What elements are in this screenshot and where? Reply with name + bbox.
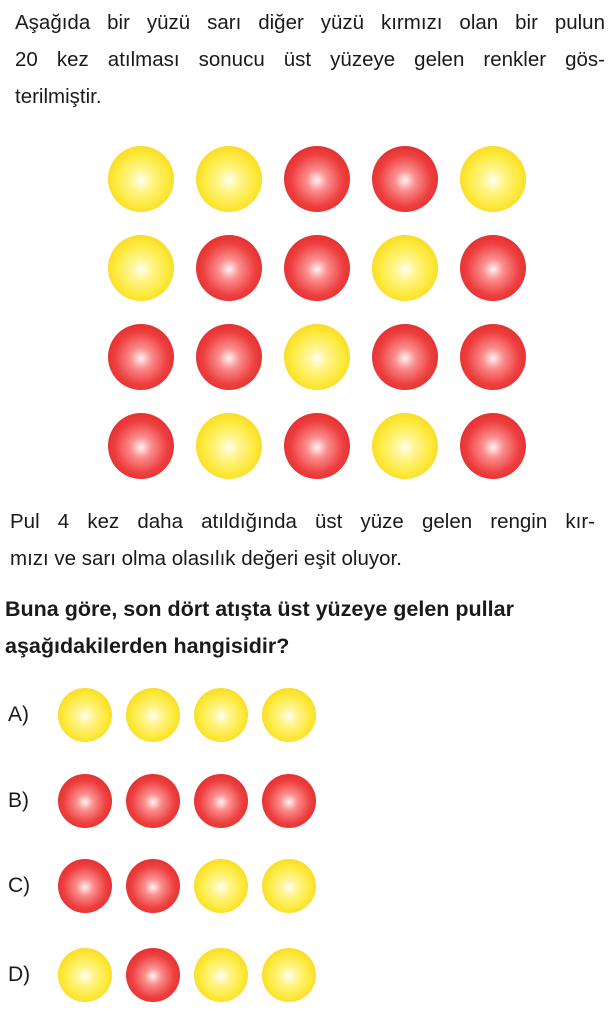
- question-text: [5, 591, 605, 665]
- red-coin-icon: [58, 774, 112, 828]
- red-coin-icon: [262, 774, 316, 828]
- yellow-coin-icon: [126, 688, 180, 742]
- option-b-coins: [58, 774, 316, 828]
- intro-line-2: 20 kez atılması sonucu üst yüzeye gelen renkler gös-: [15, 48, 605, 71]
- option-b-label: B): [8, 789, 29, 812]
- red-coin-icon: [284, 146, 350, 212]
- yellow-coin-icon: [372, 235, 438, 301]
- option-a-coins: [58, 688, 316, 742]
- red-coin-icon: [196, 235, 262, 301]
- intro-line-3: terilmiştir.: [15, 85, 102, 108]
- yellow-coin-icon: [262, 859, 316, 913]
- yellow-coin-icon: [108, 146, 174, 212]
- yellow-coin-icon: [196, 413, 262, 479]
- red-coin-icon: [108, 413, 174, 479]
- red-coin-icon: [372, 146, 438, 212]
- red-coin-icon: [58, 859, 112, 913]
- option-b[interactable]: [8, 774, 316, 828]
- red-coin-icon: [196, 324, 262, 390]
- red-coin-icon: [126, 774, 180, 828]
- option-c[interactable]: [8, 859, 316, 913]
- red-coin-icon: [284, 235, 350, 301]
- option-a-label: A): [8, 703, 29, 726]
- statement-line-1: Pul 4 kez daha atıldığında üst yüze gelen rengin kır-: [10, 510, 595, 533]
- statement-line-2: mızı ve sarı olma olasılık değeri eşit oluyor.: [10, 547, 402, 570]
- yellow-coin-icon: [262, 688, 316, 742]
- red-coin-icon: [460, 324, 526, 390]
- red-coin-icon: [284, 413, 350, 479]
- option-d[interactable]: [8, 948, 316, 1002]
- yellow-coin-icon: [284, 324, 350, 390]
- yellow-coin-icon: [108, 235, 174, 301]
- yellow-coin-icon: [194, 688, 248, 742]
- red-coin-icon: [108, 324, 174, 390]
- yellow-coin-icon: [262, 948, 316, 1002]
- red-coin-icon: [460, 413, 526, 479]
- red-coin-icon: [126, 859, 180, 913]
- question-line-2: aşağıdakilerden hangisidir?: [5, 634, 290, 658]
- option-c-coins: [58, 859, 316, 913]
- option-a[interactable]: [8, 688, 316, 742]
- option-c-label: C): [8, 874, 31, 897]
- yellow-coin-icon: [58, 948, 112, 1002]
- yellow-coin-icon: [460, 146, 526, 212]
- yellow-coin-icon: [196, 146, 262, 212]
- yellow-coin-icon: [372, 413, 438, 479]
- option-d-label: D): [8, 963, 31, 986]
- option-d-coins: [58, 948, 316, 1002]
- intro-line-1: Aşağıda bir yüzü sarı diğer yüzü kırmızı olan bir pulun: [15, 11, 605, 34]
- red-coin-icon: [372, 324, 438, 390]
- yellow-coin-icon: [194, 948, 248, 1002]
- red-coin-icon: [460, 235, 526, 301]
- coin-toss-grid: [108, 146, 526, 479]
- red-coin-icon: [194, 774, 248, 828]
- statement-paragraph: [10, 503, 595, 577]
- intro-paragraph: [15, 4, 605, 115]
- red-coin-icon: [126, 948, 180, 1002]
- question-line-1: Buna göre, son dört atışta üst yüzeye gelen pullar: [5, 597, 514, 621]
- yellow-coin-icon: [58, 688, 112, 742]
- yellow-coin-icon: [194, 859, 248, 913]
